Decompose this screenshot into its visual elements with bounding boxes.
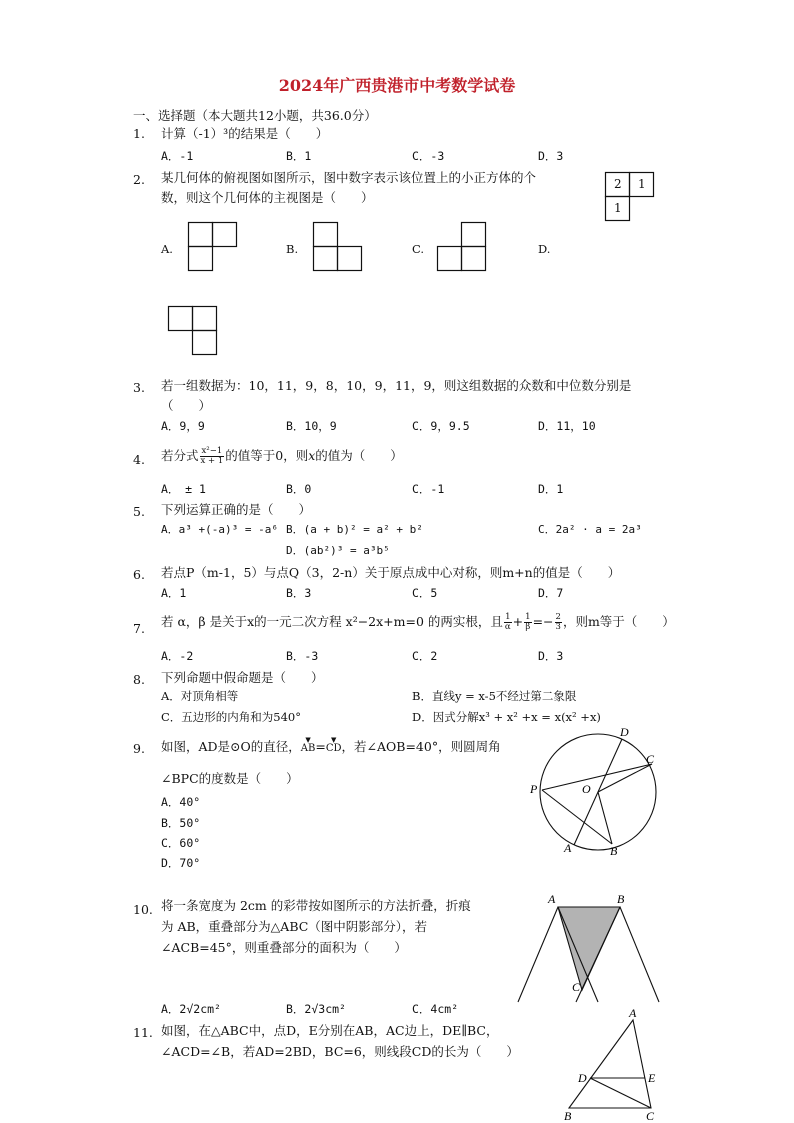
q2-option-c-figure — [437, 222, 487, 272]
q7-stem-part: ，则m等于（ ） — [562, 614, 675, 629]
q4-fraction-denominator: x + 1 — [200, 456, 224, 466]
q9-label-p: P — [530, 782, 538, 796]
q8-option-a: A．对顶角相等 — [161, 689, 239, 703]
q5-option-c: C．2a² · a = 2a³ — [538, 523, 642, 536]
q11-label-a: A — [629, 1006, 637, 1020]
q4-stem — [161, 446, 403, 466]
q7-fraction-denominator: α — [504, 622, 511, 632]
q2-option-a-figure — [188, 222, 238, 272]
q9-line — [598, 792, 612, 844]
q3-number: 3. — [133, 380, 145, 395]
q9-circle-figure — [528, 722, 668, 862]
q11-label-d: D — [578, 1071, 587, 1085]
q4-stem-part: 若分式 — [161, 448, 199, 463]
q3-option-c: C．9，9.5 — [412, 419, 470, 433]
q11-number: 11. — [133, 1025, 153, 1040]
q10-line — [518, 907, 558, 1002]
q2-top-view-count: 2 — [614, 177, 622, 191]
q10-line — [620, 907, 659, 1002]
q6-option-b: B．3 — [286, 586, 312, 600]
q1-option-a: A．-1 — [161, 149, 194, 163]
q2-option-b: B. — [286, 242, 299, 256]
q2-option-d: D. — [538, 242, 551, 256]
q6-stem: 若点P（m-1，5）与点Q（3，2-n）关于原点成中心对称，则m+n的值是（ ） — [161, 565, 621, 580]
q4-fraction — [200, 447, 225, 466]
q11-stem-line1: 如图，在△ABC中，点D，E分别在AB，AC边上，DE∥BC， — [161, 1023, 499, 1038]
q4-variable: x — [308, 448, 316, 463]
q2-option-b-figure — [313, 222, 363, 272]
q10-ribbon-figure — [514, 890, 664, 1008]
q1-option-d: D．3 — [538, 149, 564, 163]
q5-stem: 下列运算正确的是（ ） — [161, 502, 312, 517]
q7-fraction-numerator: 2 — [555, 612, 561, 622]
q4-option-c: C．-1 — [412, 482, 445, 496]
q1-stem: 计算（-1）³的结果是（ ） — [161, 126, 329, 141]
q9-line — [542, 790, 612, 844]
q1-option-c: C．-3 — [412, 149, 445, 163]
q9-number: 9. — [133, 741, 145, 756]
q4-fraction-numerator: x²−1 — [201, 446, 223, 456]
q9-option-b: B．50° — [161, 816, 201, 830]
q11-label-e: E — [648, 1071, 656, 1085]
q10-number: 10. — [133, 902, 153, 917]
q10-label-b: B — [617, 892, 625, 906]
q11-label-b: B — [564, 1109, 572, 1123]
q6-option-a: A．1 — [161, 586, 187, 600]
q2-top-view-figure — [605, 172, 655, 222]
q8-option-c: C．五边形的内角和为540° — [161, 710, 301, 724]
q10-stem-line2: 为 AB，重叠部分为△ABC（图中阴影部分），若 — [161, 919, 428, 934]
q6-number: 6. — [133, 567, 145, 582]
q3-option-d: D．11，10 — [538, 419, 596, 433]
q2-option-d-figure — [168, 306, 218, 356]
q11-line — [590, 1078, 651, 1108]
q4-option-a: A． ± 1 — [161, 482, 206, 496]
q2-top-view-count: 1 — [614, 201, 622, 215]
q10-option-b: B．2√3cm² — [286, 1002, 346, 1016]
q4-option-d: D．1 — [538, 482, 564, 496]
q9-stem-part: = — [315, 739, 326, 754]
q10-stem-line1: 将一条宽度为 2cm 的彩带按如图所示的方法折叠，折痕 — [161, 898, 471, 913]
q9-arc-ab — [300, 736, 316, 754]
q9-arc-ab-label: AB — [300, 743, 316, 754]
q3-stem-line2: （ ） — [161, 398, 212, 413]
q5-option-b: B．(a + b)² = a² + b² — [286, 523, 423, 536]
q7-option-d: D．3 — [538, 649, 564, 663]
q7-fraction-numerator: 1 — [505, 612, 511, 622]
q4-stem-part: 的值为（ ） — [315, 448, 403, 463]
q1-option-b: B．1 — [286, 149, 312, 163]
q10-label-c: C — [572, 980, 581, 994]
q8-number: 8. — [133, 672, 145, 687]
q9-arc-cd-label: CD — [325, 743, 342, 754]
q3-option-a: A．9，9 — [161, 419, 205, 433]
q6-option-d: D．7 — [538, 586, 564, 600]
q10-stem-line3: ∠ACB=45°，则重叠部分的面积为（ ） — [161, 940, 407, 955]
q3-stem-line1: 若一组数据为：10，11，9，8，10，9，11，9，则这组数据的众数和中位数分别是 — [161, 378, 632, 393]
q2-stem-line2: 数，则这个几何体的主视图是（ ） — [161, 190, 374, 205]
q1-number: 1. — [133, 126, 145, 141]
q9-label-a: A — [564, 841, 572, 855]
q9-label-o: O — [582, 782, 591, 796]
q7-number: 7. — [133, 621, 145, 636]
q9-stem-part: 如图，AD是⊙O的直径， — [161, 739, 301, 754]
q2-option-c: C. — [412, 242, 425, 256]
exam-title: 2024年广西贵港市中考数学试卷 — [278, 76, 516, 95]
q9-option-a: A．40° — [161, 795, 201, 809]
q3-option-b: B．10，9 — [286, 419, 337, 433]
q8-option-d: D．因式分解x³ + x² +x = x(x² +x) — [412, 710, 601, 724]
q9-option-d: D．70° — [161, 856, 201, 870]
q10-shaded-triangle — [558, 907, 620, 990]
q5-option-d: D．(ab²)³ = a³b⁵ — [286, 544, 390, 557]
q2-top-view-count: 1 — [638, 177, 646, 191]
section-heading: 一、选择题（本大题共12小题，共36.0分） — [133, 108, 377, 123]
q9-label-d: D — [620, 725, 629, 739]
q11-triangle — [569, 1020, 651, 1108]
q9-stem-line2: ∠BPC的度数是（ ） — [161, 771, 299, 786]
q8-option-b: B．直线y = x-5不经过第二象限 — [412, 689, 577, 703]
q4-option-b: B．0 — [286, 482, 312, 496]
q11-label-c: C — [646, 1109, 655, 1123]
q9-arc-cd — [325, 736, 342, 754]
q7-fraction — [524, 613, 531, 632]
q9-label-b: B — [610, 844, 618, 858]
q11-triangle-figure — [560, 1006, 670, 1123]
q2-stem-line1: 某几何体的俯视图如图所示，图中数字表示该位置上的小正方体的个 — [161, 170, 537, 185]
q7-option-c: C．2 — [412, 649, 438, 663]
q10-option-c: C．4cm² — [412, 1002, 459, 1016]
q7-fraction — [504, 613, 512, 632]
q9-stem-part: ，若∠AOB=40°，则圆周角 — [341, 739, 501, 754]
q7-option-b: B．-3 — [286, 649, 319, 663]
q7-stem-part: =− — [532, 614, 554, 629]
q7-stem: 若 α，β 是关于x的一元二次方程 x²−2x+m=0 的两实根，且 $\frac{1}{\alpha}$ + $\frac{1}{\beta}$ =− $\frac{2}{3}$ ，则m等于（ ） — [161, 612, 675, 632]
q9-option-c: C．60° — [161, 836, 201, 850]
q9-line — [598, 764, 652, 792]
q7-fraction-numerator: 1 — [525, 612, 531, 622]
arc-marker-icon: ▼ — [305, 736, 311, 744]
q9-line — [542, 764, 652, 790]
q5-option-a: A．a³ +(-a)³ = -a⁶ — [161, 523, 278, 536]
q10-option-a: A．2√2cm² — [161, 1002, 221, 1016]
q7-fraction — [555, 613, 562, 632]
q11-stem-line2: ∠ACD=∠B，若AD=2BD，BC=6，则线段CD的长为（ ） — [161, 1044, 519, 1059]
q6-option-c: C．5 — [412, 586, 438, 600]
q5-number: 5. — [133, 504, 145, 519]
q4-stem-part: 的值等于0，则 — [225, 448, 309, 463]
q2-number: 2. — [133, 172, 145, 187]
q7-option-a: A．-2 — [161, 649, 194, 663]
q4-number: 4. — [133, 452, 145, 467]
q7-stem-part: 若 α，β 是关于x的一元二次方程 x²−2x+m=0 的两实根，且 — [161, 614, 503, 629]
q10-label-a: A — [548, 892, 556, 906]
q9-label-c: C — [646, 752, 655, 766]
q7-fraction-denominator: 3 — [555, 622, 561, 632]
q8-stem: 下列命题中假命题是（ ） — [161, 670, 324, 685]
q7-fraction-denominator: β — [525, 622, 531, 632]
q2-option-a: A. — [161, 242, 173, 256]
arc-marker-icon: ▼ — [330, 736, 337, 744]
q9-stem-line1 — [161, 737, 501, 755]
